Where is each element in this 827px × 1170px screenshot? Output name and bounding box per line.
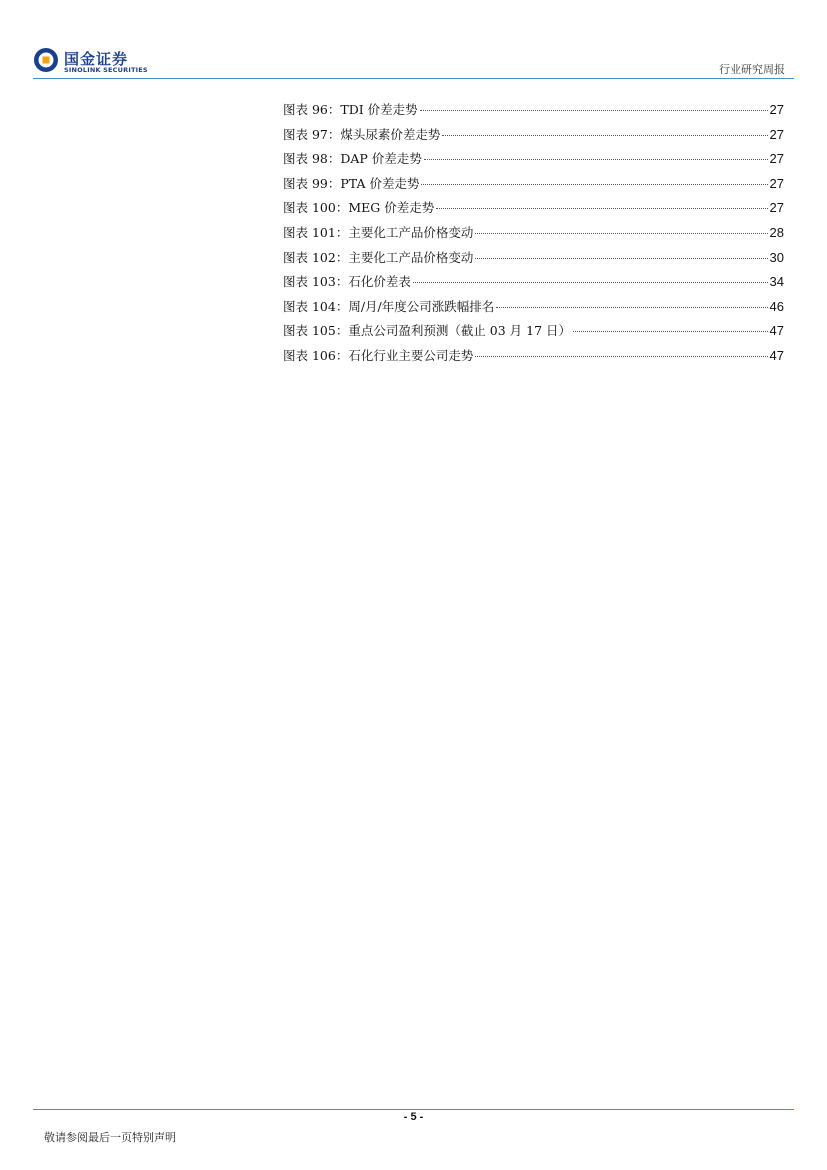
toc-dot-leader (475, 258, 767, 259)
toc-dot-leader (420, 110, 768, 111)
toc-entry-title: 图表 106：石化行业主要公司走势 (283, 347, 474, 363)
toc-entry-page: 28 (769, 224, 784, 240)
toc-entry-title: 图表 105：重点公司盈利预测（截止 03 月 17 日） (283, 323, 572, 339)
toc-entry-page: 47 (769, 323, 784, 339)
toc-entry-title: 图表 103：石化价差表 (283, 274, 411, 290)
report-type: 行业研究周报 (719, 63, 785, 76)
logo-text-cn: 国金证券 (64, 50, 129, 68)
toc-entry[interactable] (283, 100, 784, 125)
toc-entry-page: 27 (769, 151, 784, 167)
page-header (0, 0, 827, 80)
toc-entry[interactable] (283, 346, 784, 371)
toc-entry[interactable] (283, 198, 784, 223)
disclaimer-text: 敬请参阅最后一页特别声明 (44, 1131, 176, 1144)
toc-dot-leader (442, 135, 767, 136)
toc-dot-leader (573, 331, 767, 332)
toc-entry[interactable] (283, 223, 784, 248)
toc-entry[interactable] (283, 125, 784, 150)
company-logo (33, 47, 153, 77)
toc-entry-title: 图表 96：TDI 价差走势 (283, 102, 418, 117)
toc-entry[interactable] (283, 297, 784, 322)
toc-entry-page: 27 (769, 175, 784, 191)
toc-entry-page: 34 (769, 274, 784, 290)
toc-entry-title: 图表 98：DAP 价差走势 (283, 151, 422, 167)
toc-entry-page: 30 (769, 249, 784, 265)
logo-text-en: SINOLINK SECURITIES (64, 66, 148, 74)
toc-entry-page: 27 (769, 102, 784, 117)
header-divider (33, 78, 794, 79)
sinolink-logo-icon (33, 47, 59, 73)
toc-dot-leader (436, 208, 767, 209)
toc-dot-leader (475, 233, 767, 234)
toc-entry-title: 图表 104：周/月/年度公司涨跌幅排名 (283, 298, 495, 314)
page-number: - 5 - (403, 1111, 424, 1123)
toc-dot-leader (475, 356, 767, 357)
toc-dot-leader (413, 282, 768, 283)
toc-entry-title: 图表 100：MEG 价差走势 (283, 200, 435, 216)
toc-entry-title: 图表 99：PTA 价差走势 (283, 175, 420, 191)
toc-entry-page: 27 (769, 126, 784, 142)
toc-dot-leader (421, 184, 767, 185)
toc-entry-page: 46 (769, 298, 784, 314)
toc-dot-leader (496, 307, 767, 308)
table-of-figures (283, 100, 784, 371)
toc-entry-page: 47 (769, 347, 784, 363)
toc-entry[interactable] (283, 174, 784, 199)
footer-divider (33, 1109, 794, 1110)
toc-entry[interactable] (283, 248, 784, 273)
toc-entry-page: 27 (769, 200, 784, 216)
toc-entry-title: 图表 102：主要化工产品价格变动 (283, 249, 474, 265)
toc-entry-title: 图表 97：煤头尿素价差走势 (283, 126, 441, 142)
toc-dot-leader (424, 159, 768, 160)
toc-entry[interactable] (283, 272, 784, 297)
toc-entry[interactable] (283, 321, 784, 346)
toc-entry[interactable] (283, 149, 784, 174)
toc-entry-title: 图表 101：主要化工产品价格变动 (283, 224, 474, 240)
